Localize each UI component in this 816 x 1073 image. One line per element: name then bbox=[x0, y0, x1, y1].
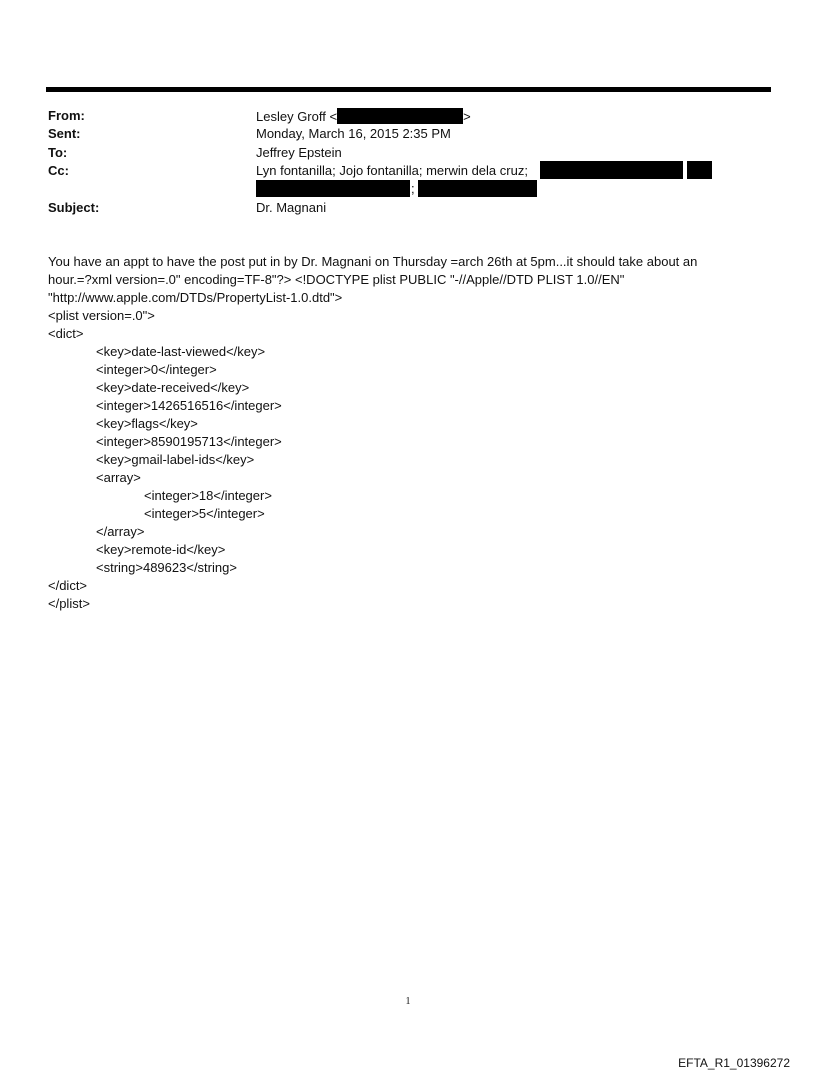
body-line: </array> bbox=[96, 524, 145, 539]
body-line: <key>gmail-label-ids</key> bbox=[96, 452, 255, 467]
redaction-box bbox=[540, 161, 683, 179]
from-label: From: bbox=[48, 108, 85, 123]
email-body bbox=[48, 253, 748, 613]
subject-label: Subject: bbox=[48, 200, 100, 215]
body-line: "http://www.apple.com/DTDs/PropertyList-1.0.dtd"> bbox=[48, 290, 343, 305]
cc-separator: ; bbox=[411, 181, 415, 196]
body-line: <plist version=.0"> bbox=[48, 308, 155, 323]
redaction-box bbox=[256, 180, 410, 197]
redaction-box bbox=[418, 180, 537, 197]
page-number: 1 bbox=[405, 996, 411, 1007]
body-line: <dict> bbox=[48, 326, 84, 341]
body-line: <integer>8590195713</integer> bbox=[96, 434, 282, 449]
body-line: <string>489623</string> bbox=[96, 560, 237, 575]
redaction-box bbox=[687, 161, 712, 179]
body-line: <array> bbox=[96, 470, 141, 485]
body-line: hour.=?xml version=.0" encoding=TF-8"?> <!DOCTYPE plist PUBLIC "-//Apple//DTD PLIST 1.0//EN" bbox=[48, 272, 625, 287]
body-line: You have an appt to have the post put in by Dr. Magnani on Thursday =arch 26th at 5pm...it should take about an bbox=[48, 254, 698, 269]
to-label: To: bbox=[48, 145, 68, 160]
from-value bbox=[256, 108, 471, 125]
body-line: <integer>0</integer> bbox=[96, 362, 217, 377]
cc-value: Lyn fontanilla; Jojo fontanilla; merwin dela cruz; bbox=[256, 163, 528, 178]
to-value: Jeffrey Epstein bbox=[256, 145, 342, 160]
header-rule bbox=[46, 87, 771, 92]
redaction-box bbox=[337, 108, 463, 124]
body-line: <key>date-received</key> bbox=[96, 380, 250, 395]
body-line: </dict> bbox=[48, 578, 88, 593]
body-line: </plist> bbox=[48, 596, 90, 611]
body-line: <key>remote-id</key> bbox=[96, 542, 226, 557]
sent-label: Sent: bbox=[48, 126, 81, 141]
body-line: <integer>5</integer> bbox=[144, 506, 265, 521]
body-line: <key>date-last-viewed</key> bbox=[96, 344, 266, 359]
cc-label: Cc: bbox=[48, 163, 69, 178]
from-bracket: > bbox=[463, 109, 471, 124]
body-line: <key>flags</key> bbox=[96, 416, 198, 431]
sent-value: Monday, March 16, 2015 2:35 PM bbox=[256, 126, 451, 141]
body-line: <integer>18</integer> bbox=[144, 488, 272, 503]
from-name: Lesley Groff < bbox=[256, 109, 338, 124]
subject-value: Dr. Magnani bbox=[256, 200, 327, 215]
body-line: <integer>1426516516</integer> bbox=[96, 398, 282, 413]
document-id: EFTA_R1_01396272 bbox=[678, 1056, 790, 1070]
